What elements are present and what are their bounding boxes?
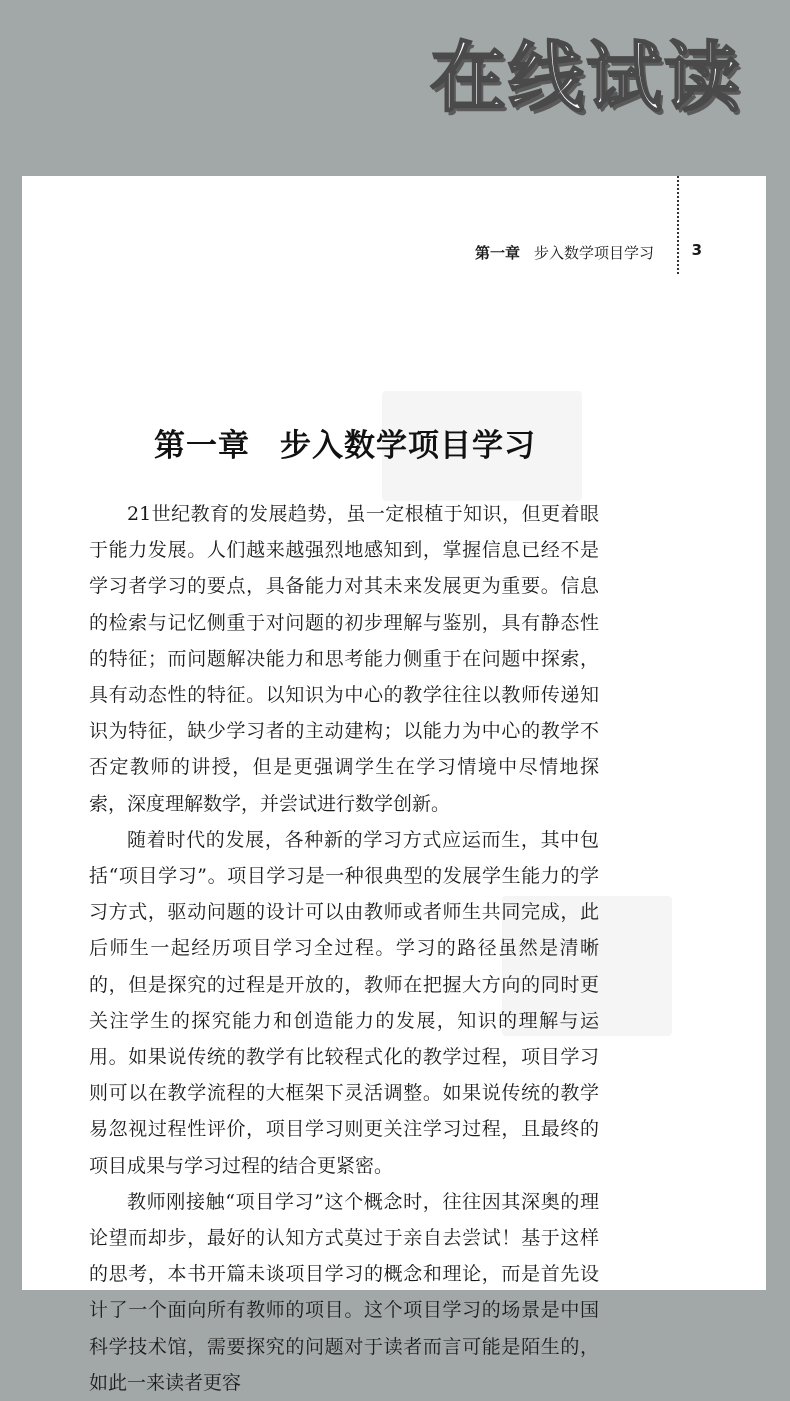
running-header-chapter: 第一章 [474,244,520,262]
paragraph: 21世纪教育的发展趋势，虽一定根植于知识，但更着眼于能力发展。人们越来越强烈地感知到，掌握信息已经不是学习者学习的要点，具备能力对其未来发展更为重要。信息的检索与记忆侧重于对问题的初步理解与鉴别，具有静态性的特征；而问题解决能力和思考能力侧重于在问题中探索，具有动态性的特征。以知识为中心的教学往往以教师传递知识为特征，缺少学习者的主动建构；以能力为中心的教学不否定教师的讲授，但是更强调学生在学习情境中尽情地探索，深度理解数学，并尝试进行数学创新。 [89,503,599,815]
header-divider [677,176,679,274]
running-header-title: 步入数学项目学习 [533,244,654,262]
chapter-title-number: 第一章 [154,428,250,464]
page-number: 3 [691,241,702,259]
book-page [22,176,766,1394]
paragraph: 教师刚接触“项目学习”这个概念时，往往因其深奥的理论望而却步，最好的认知方式莫过于亲自去尝试！基于这样的思考，本书开篇未谈项目学习的概念和理论，而是首先设计了一个面向所有教师的项目。这个项目学习的场景是中国科学技术馆，需要探究的问题对于读者而言可能是陌生的，如此一来读者更容 [89,1190,599,1394]
chapter-title-text: 步入数学项目学习 [280,428,536,464]
paragraph: 随着时代的发展，各种新的学习方式应运而生，其中包括“项目学习”。项目学习是一种很典型的发展学生能力的学习方式，驱动问题的设计可以由教师或者师生共同完成，此后师生一起经历项目学习全过程。学习的路径虽然是清晰的，但是探究的过程是开放的，教师在把握大方向的同时更关注学生的探究能力和创造能力的发展，知识的理解与运用。如果说传统的教学有比较程式化的教学过程，项目学习则可以在教学流程的大框架下灵活调整。如果说传统的教学易忽视过程性评价，项目学习则更关注学习过程，且最终的项目成果与学习过程的结合更紧密。 [89,828,599,1177]
chapter-title [154,420,536,465]
running-header [475,242,654,263]
banner-title: 在线试读 [430,33,742,122]
body-text [89,496,599,1401]
banner [0,0,790,176]
